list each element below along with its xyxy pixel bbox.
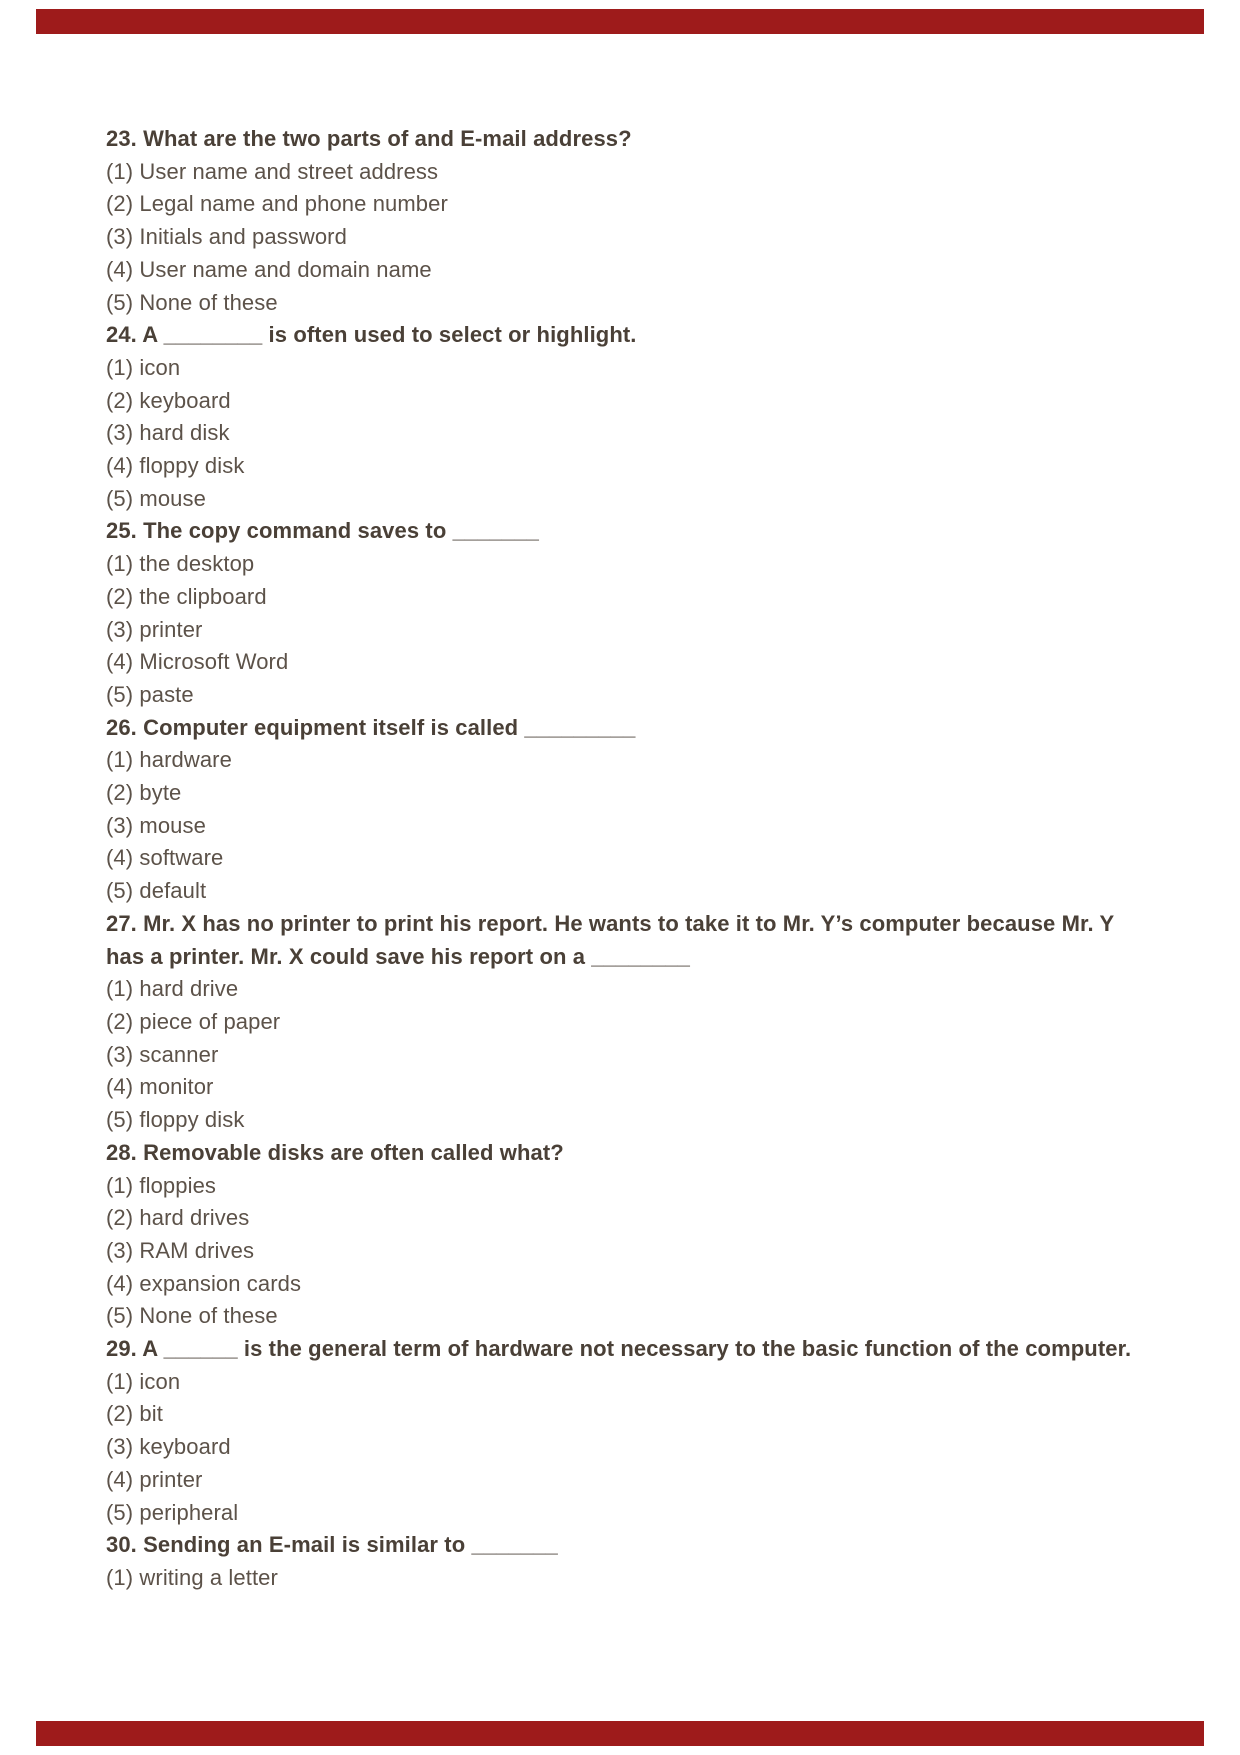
question-option: (2) bit	[106, 1401, 163, 1427]
question-option: (3) mouse	[106, 812, 206, 838]
question-option: (1) User name and street address	[106, 158, 439, 184]
question-option: (5) default	[106, 878, 207, 904]
question-option: (4) software	[106, 845, 224, 871]
question-option: (3) Initials and password	[106, 224, 347, 250]
question-header: 30. Sending an E-mail is similar to _______	[106, 1532, 558, 1558]
question-option: (1) hard drive	[106, 976, 239, 1002]
question-option: (3) RAM drives	[106, 1237, 255, 1263]
question-option: (4) User name and domain name	[106, 256, 432, 282]
question-option: (4) floppy disk	[106, 453, 245, 479]
bottom-accent-bar	[36, 1721, 1204, 1746]
top-accent-bar	[36, 9, 1204, 34]
question-option: (5) None of these	[106, 289, 278, 315]
question-option: (5) floppy disk	[106, 1107, 245, 1133]
question-option: (2) byte	[106, 780, 182, 806]
question-header: 23. What are the two parts of and E-mail address?	[106, 126, 632, 151]
question-header: 24. A ________ is often used to select or highlight.	[106, 322, 637, 348]
question-option: (1) writing a letter	[106, 1564, 278, 1590]
question-option: (4) expansion cards	[106, 1270, 302, 1296]
question-option: (1) floppies	[106, 1172, 217, 1198]
question-option: (1) icon	[106, 1368, 181, 1394]
question-header: 25. The copy command saves to _______	[106, 518, 539, 544]
question-option: (4) monitor	[106, 1074, 214, 1100]
question-option: (2) hard drives	[106, 1205, 250, 1231]
question-header: 28. Removable disks are often called what?	[106, 1139, 564, 1165]
question-header: 26. Computer equipment itself is called _________	[106, 714, 636, 740]
question-option: (4) printer	[106, 1466, 203, 1492]
question-option: (5) paste	[106, 681, 194, 707]
question-option: (1) icon	[106, 354, 181, 380]
question-option: (5) None of these	[106, 1303, 278, 1329]
question-option: (3) keyboard	[106, 1434, 231, 1460]
question-header: 29. A ______ is the general term of hardware not necessary to the basic function of the computer.	[106, 1336, 1132, 1362]
question-option: (2) keyboard	[106, 387, 231, 413]
question-option: (1) hardware	[106, 747, 232, 773]
question-option: (2) piece of paper	[106, 1008, 281, 1034]
page-content	[106, 123, 1134, 1595]
question-option: (2) the clipboard	[106, 583, 267, 609]
question-option: (2) Legal name and phone number	[106, 191, 448, 217]
question-option: (3) printer	[106, 616, 203, 642]
question-header: 27. Mr. X has no printer to print his report. He wants to take it to Mr. Y’s computer because Mr. Y has a printer. Mr. X could save his report on a ________	[106, 910, 1114, 969]
question-option: (5) mouse	[106, 485, 206, 511]
question-option: (3) scanner	[106, 1041, 219, 1067]
question-option: (3) hard disk	[106, 420, 230, 446]
question-option: (4) Microsoft Word	[106, 649, 289, 675]
question-option: (1) the desktop	[106, 551, 255, 577]
question-option: (5) peripheral	[106, 1499, 239, 1525]
